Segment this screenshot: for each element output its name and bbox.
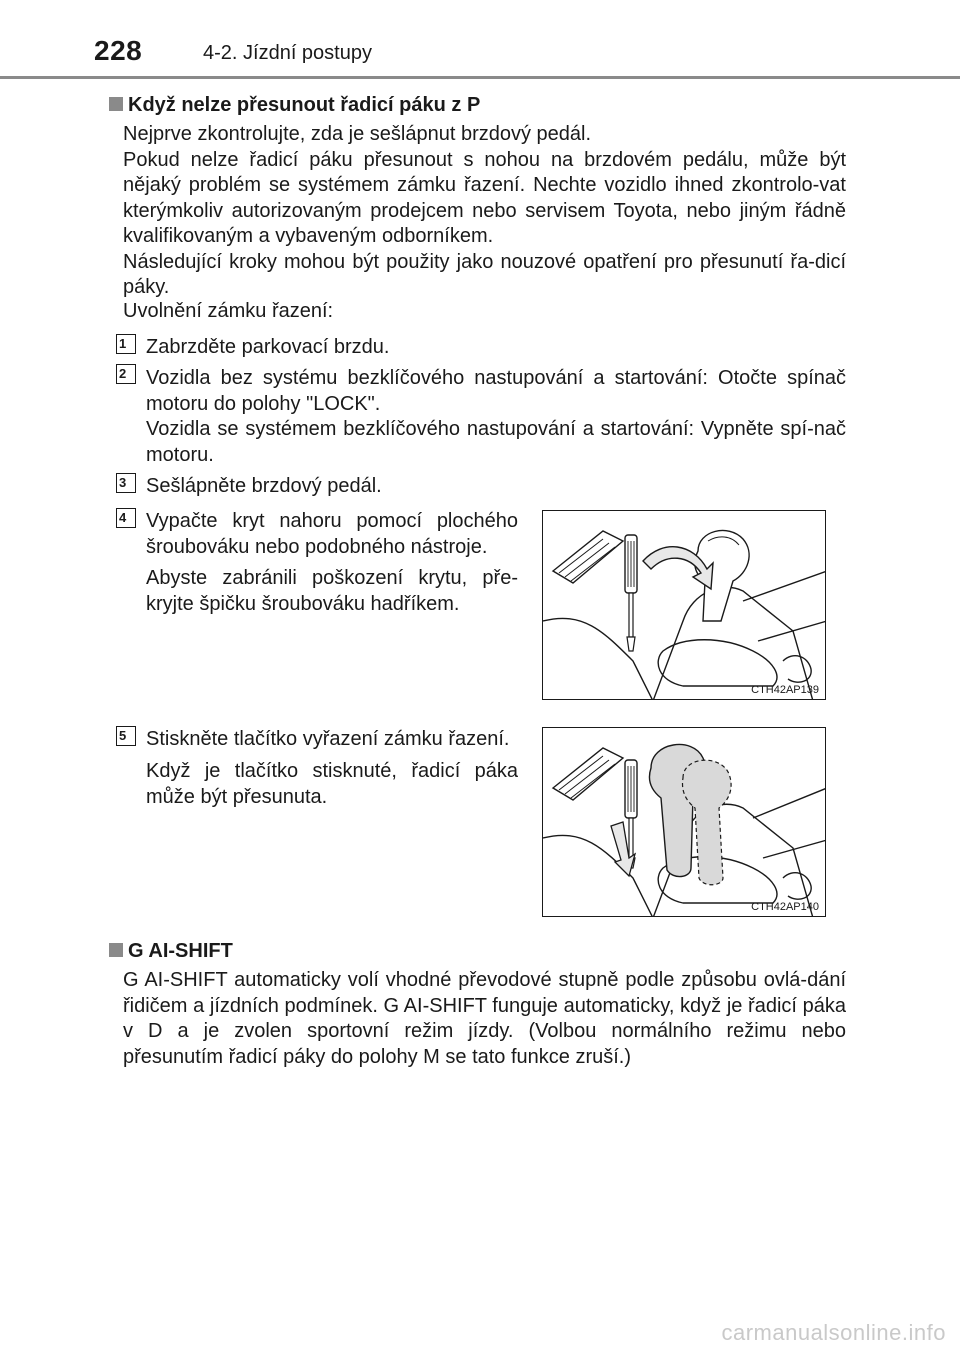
screwdriver-icon <box>625 535 637 651</box>
bullet-square-icon <box>109 97 123 111</box>
figure-shift-lock-release <box>542 727 826 917</box>
figure-code: CTH42AP139 <box>751 684 819 696</box>
step-3-text: Sešlápněte brzdový pedál. <box>146 475 382 497</box>
step-number-2: 2 <box>116 364 136 384</box>
step-5-note: Když je tlačítko stisknuté, řadicí páka může být přesunuta. <box>146 760 518 808</box>
page-header <box>0 0 960 80</box>
figure-code: CTH42AP140 <box>751 901 819 913</box>
step-number-1: 1 <box>116 334 136 354</box>
section-title: 4-2. Jízdní postupy <box>203 42 372 64</box>
step-number-4: 4 <box>116 508 136 528</box>
step-5-text: Stiskněte tlačítko vyřazení zámku řazení. <box>146 728 510 750</box>
step-4-text: Vypačte kryt nahoru pomocí plochého šroubováku nebo podobného nástroje. <box>146 510 518 558</box>
release-label: Uvolnění zámku řazení: <box>123 300 334 322</box>
step-number-3: 3 <box>116 473 136 493</box>
step-4-note: Abyste zabránili poškození krytu, pře-kryjte špičku šroubováku hadříkem. <box>146 567 518 615</box>
intro-paragraph: Nejprve zkontrolujte, zda je sešlápnut brzdový pedál. Pokud nelze řadicí páku přesunout s nohou na brzdovém pedálu, může být nějaký problém se systémem zámku řazení. Nechte vozidlo ihned zkontrolo-vat kterýmkoliv autorizovaným prodejcem nebo servisem Toyota, nebo jiným řádně kvalifikovaným a vybaveným odborníkem. Následující kroky mohou být použity jako nouzové opatření pro přesunutí ř​a-dicí páky. <box>123 123 846 298</box>
shift-cover-illustration <box>543 511 826 700</box>
ai-shift-paragraph: G AI-SHIFT automaticky volí vhodné převodové stupně podle způsobu ovlá-dání řidičem a jízdních podmínek. G AI-SHIFT funguje automaticky, když je řadicí páka v D a je zvolen sportovní režim jízdy. (Volbou normálního režimu nebo přesunutím řadicí páky do polohy M se tato funkce zruší.) <box>123 969 846 1068</box>
bullet-square-icon <box>109 943 123 957</box>
heading-ai-shift <box>109 940 233 963</box>
step-2-text: Vozidla bez systému bezklíčového nastupování a startování: Otočte spínač motoru do polohy "LOCK". Vozidla se systémem bezklíčového nastupování a startování: Vypněte spí-nač motoru. <box>146 367 846 466</box>
heading-text: G AI-SHIFT <box>128 940 233 962</box>
shift-lock-illustration <box>543 728 826 917</box>
step-1-text: Zabrzděte parkovací brzdu. <box>146 336 390 358</box>
heading-shift-lock <box>109 94 480 117</box>
heading-text: Když nelze přesunout řadicí páku z P <box>128 94 481 116</box>
figure-pry-cover <box>542 510 826 700</box>
step-number-5: 5 <box>116 726 136 746</box>
header-rule <box>0 76 960 79</box>
page-number: 228 <box>94 35 143 66</box>
watermark: carmanualsonline.info <box>721 1320 946 1345</box>
